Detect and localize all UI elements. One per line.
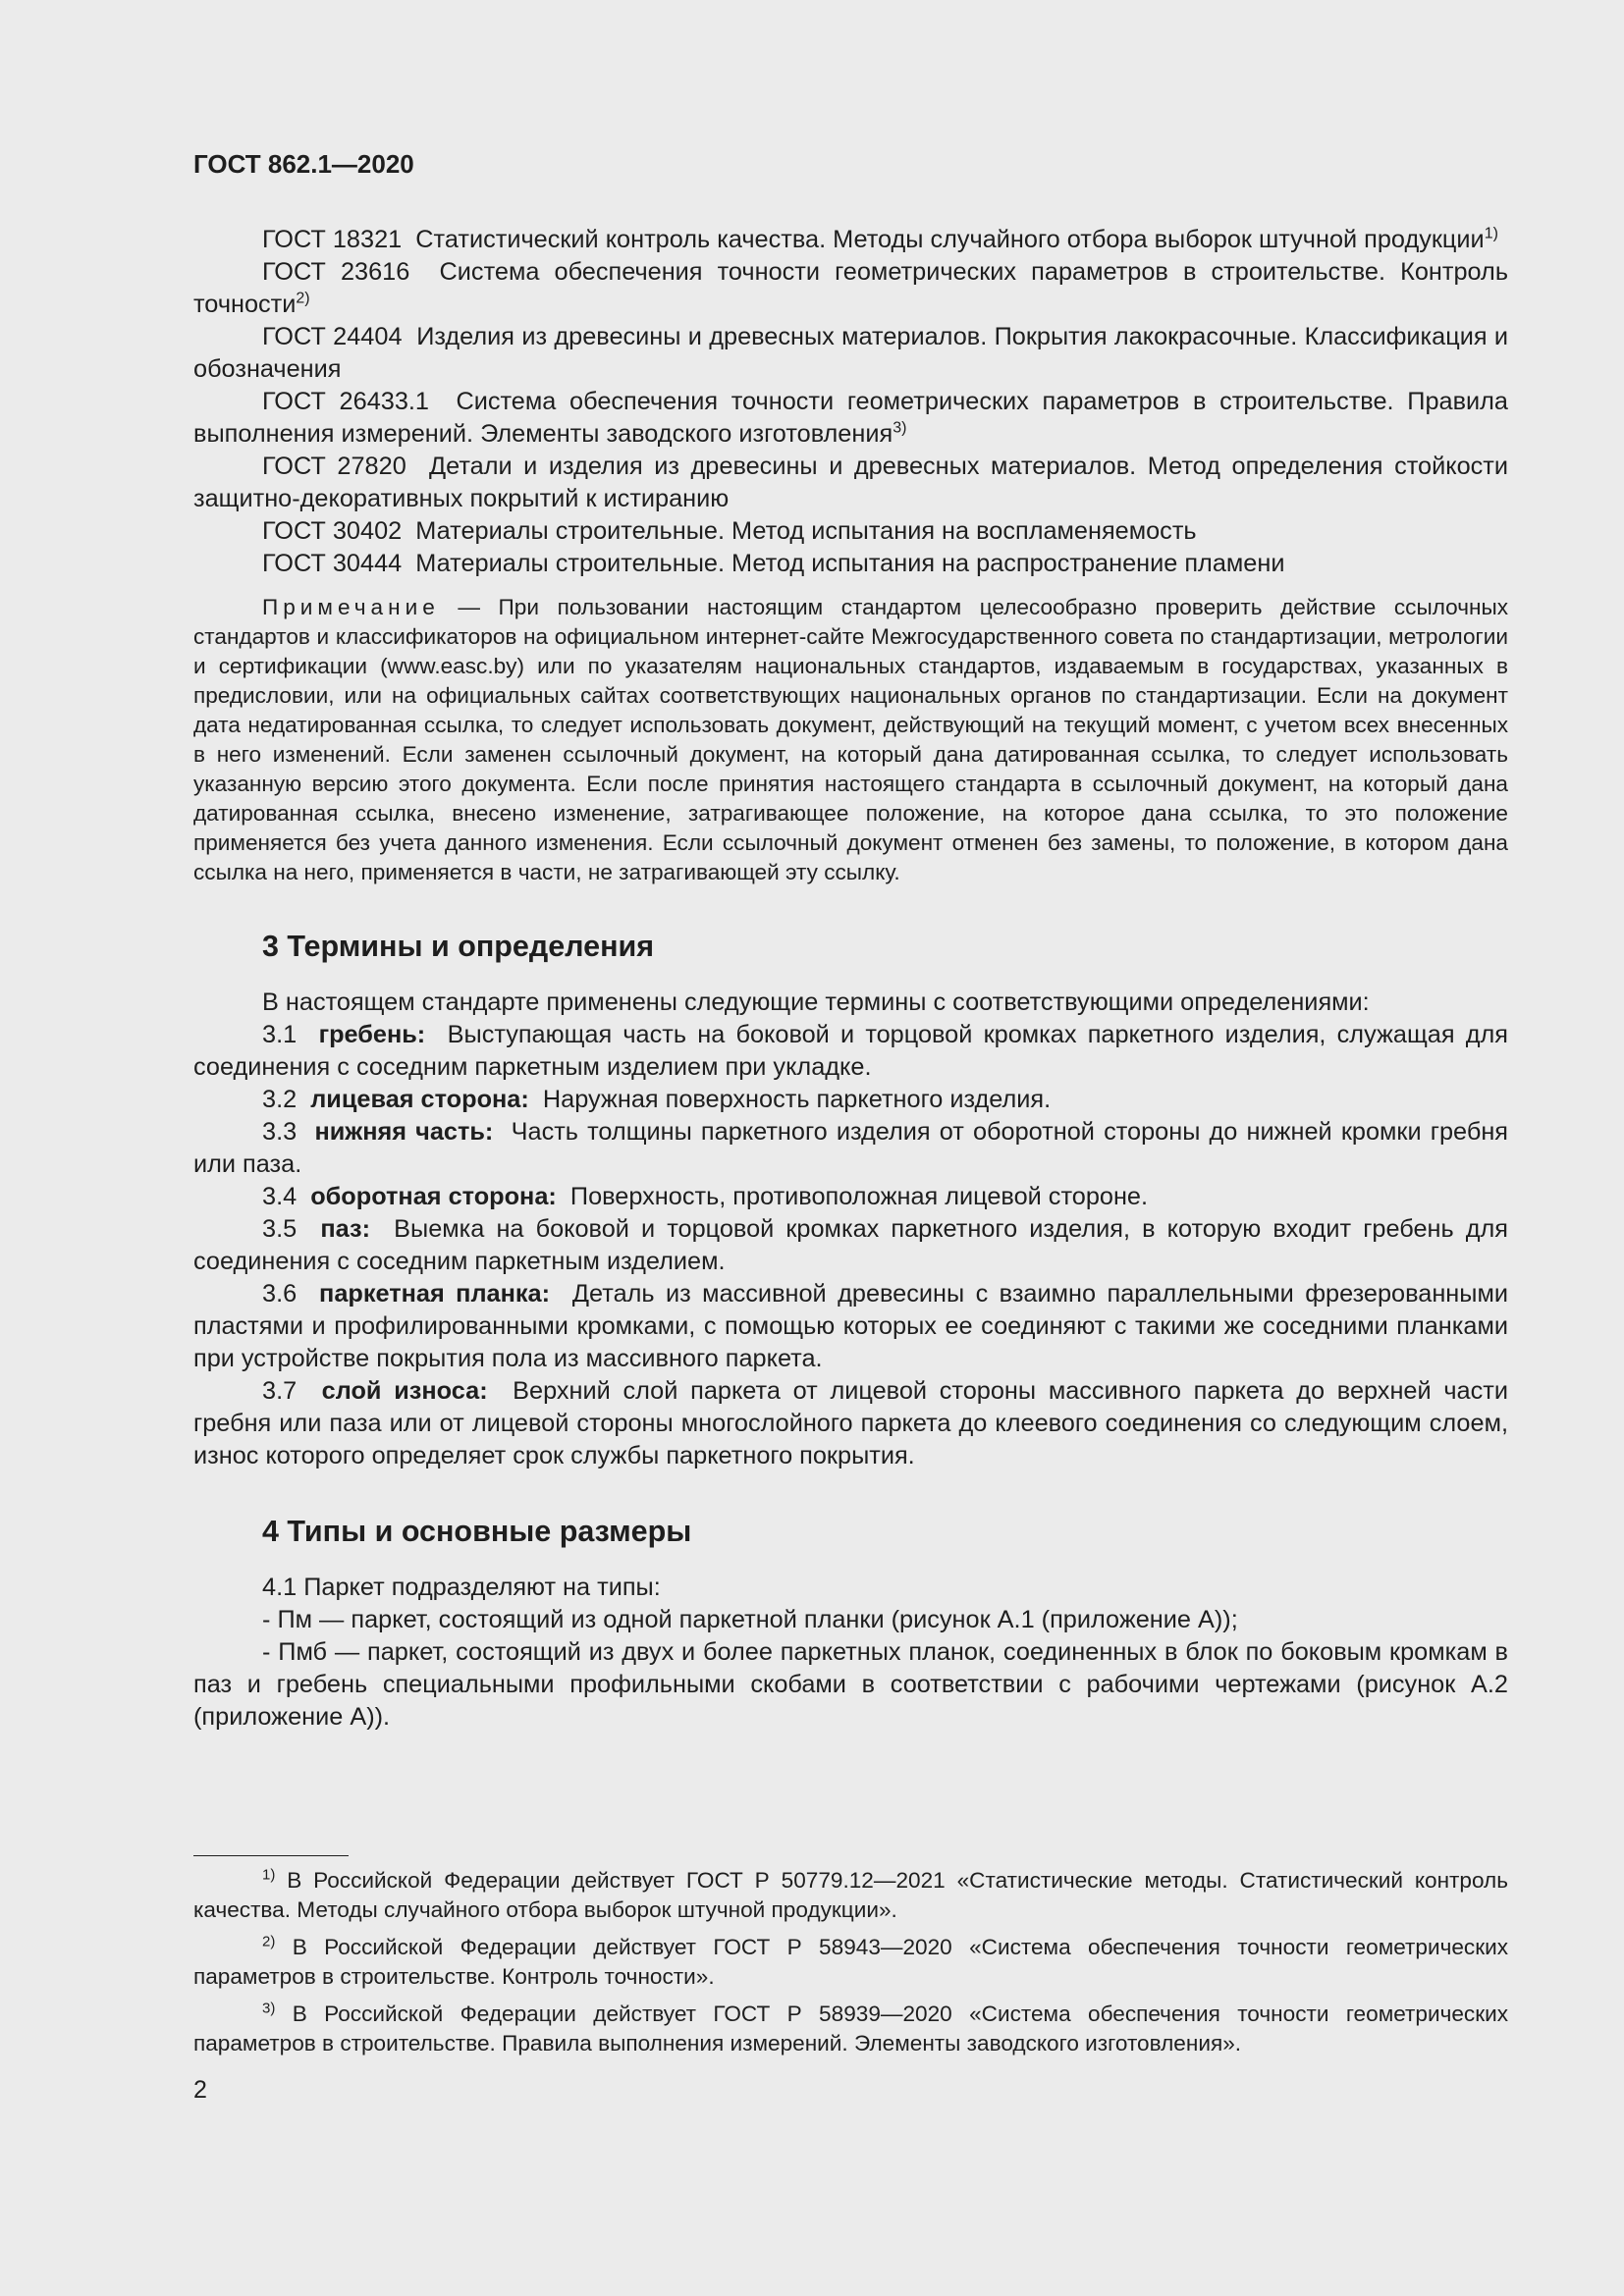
- reference-item: ГОСТ 30444 Материалы строительные. Метод испытания на распространение пламени: [262, 550, 1285, 577]
- note-paragraph: [193, 593, 1508, 887]
- term: слой износа:: [321, 1377, 488, 1405]
- footnote-mark: 2): [296, 290, 310, 307]
- footnote: $^{3)}$ В Российской Федерации действует ГОСТ Р 58939—2020 «Система обеспечения точности геометрических параметров в строительстве. Правила выполнения измерений. Элементы заводского изготовления».: [193, 2000, 1509, 2056]
- normative-references-list: [193, 224, 1508, 580]
- term: лицевая сторона:: [310, 1086, 529, 1113]
- reference-item: ГОСТ 27820 Детали и изделия из древесины и древесных материалов. Метод определения стойкости защитно-декоративных покрытий к истиранию: [193, 453, 1509, 512]
- term-definition: 3.7 слой износа: Верхний слой паркета от лицевой стороны массивного паркета до верхней части гребня или паза или от лицевой стороны многослойного паркета до клеевого соединения со следующим слоем, износ которого определяет срок службы паркетного покрытия.: [193, 1377, 1508, 1469]
- page-number: 2: [193, 2076, 207, 2104]
- footnote: $^{2)}$ В Российской Федерации действует ГОСТ Р 58943—2020 «Система обеспечения точности геометрических параметров в строительстве. Контроль точности».: [193, 1933, 1509, 1989]
- term: оборотная сторона:: [310, 1183, 557, 1210]
- term-definition: 3.1 гребень: Выступающая часть на боковой и торцовой кромках паркетного изделия, служащая для соединения с соседним паркетным изделием при укладке.: [193, 1021, 1508, 1081]
- footnote-mark: 1): [262, 1866, 276, 1884]
- term-definition: 3.6 паркетная планка: Деталь из массивной древесины с взаимно параллельными фрезерованными пластями и профилированными кромками, с помощью которых ее соединяют с такими же соседними планками при устройстве покрытия пола из массивного паркета.: [193, 1280, 1508, 1372]
- section-3-intro: В настоящем стандарте применены следующие термины с соответствующими определениями:: [262, 988, 1370, 1016]
- list-item: - Пм — паркет, состоящий из одной паркетной планки (рисунок А.1 (приложение А));: [262, 1606, 1238, 1633]
- footnote-divider: [193, 1855, 349, 1856]
- section-3-heading: 3 Термины и определения: [262, 930, 655, 963]
- footnote: $^{1)}$ В Российской Федерации действует ГОСТ Р 50779.12—2021 «Статистические методы. Статистический контроль качества. Методы случайного отбора выборок штучной продукции».: [193, 1866, 1508, 1922]
- term-definition: 3.5 паз: Выемка на боковой и торцовой кромках паркетного изделия, в которую входит гребень для соединения с соседним паркетным изделием.: [193, 1215, 1509, 1275]
- term-definition: 3.2 лицевая сторона: Наружная поверхность паркетного изделия.: [262, 1086, 1052, 1113]
- footnote-mark: 1): [1484, 225, 1498, 242]
- footnote-mark: 3): [893, 419, 907, 437]
- section-4-paragraph: 4.1 Паркет подразделяют на типы:: [262, 1574, 661, 1601]
- reference-item: ГОСТ 30402 Материалы строительные. Метод испытания на воспламеняемость: [262, 517, 1197, 545]
- page-body: [193, 224, 1508, 1734]
- term-definition: 3.3 нижняя часть: Часть толщины паркетного изделия от оборотной стороны до нижней кромки гребня или паза.: [193, 1118, 1508, 1178]
- footnote-mark: 3): [262, 2000, 276, 2017]
- note-text: — При пользовании настоящим стандартом целесообразно проверить действие ссылочных стандартов и классификаторов на официальном интернет-сайте Межгосударственного совета по стандартизации, метрологии и сертификации (www.easc.by) или по указателям национальных стандартов, издаваемым в государствах, указанных в предисловии, или на официальных сайтах соответствующих национальных органов по стандартизации. Если на документ дата недатированная ссылка, то следует использовать документ, действующий на текущий момент, с учетом всех внесенных в него изменений. Если заменен ссылочный документ, на который дана датированная ссылка, то следует использовать указанную версию этого документа. Если после принятия настоящего стандарта в ссылочный документ, на который дана датированная ссылка, внесено изменение, затрагивающее положение, на которое дана ссылка, то это положение применяется без учета данного изменения. Если ссылочный документ отменен без замены, то положение, в котором дана ссылка на него, применяется в части, не затрагивающей эту ссылку.: [193, 595, 1508, 884]
- term: паркетная планка:: [319, 1280, 551, 1308]
- footnotes: [193, 1855, 1508, 2066]
- note-label: Примечание: [262, 595, 440, 619]
- term: гребень:: [318, 1021, 426, 1048]
- list-item: - Пмб — паркет, состоящий из двух и более паркетных планок, соединенных в блок по боковым кромкам в паз и гребень специальными профильными скобами в соответствии с рабочими чертежами (рисунок А.2 (приложение А)).: [193, 1638, 1508, 1731]
- document-code-header: ГОСТ 862.1—2020: [193, 149, 414, 179]
- footnote-mark: 2): [262, 1933, 276, 1950]
- term: паз:: [320, 1215, 370, 1243]
- reference-item: ГОСТ 26433.1 Система обеспечения точности геометрических параметров в строительстве. Правила выполнения измерений. Элементы заводского изготовления$^{3)}$: [193, 388, 1508, 448]
- section-4-heading: 4 Типы и основные размеры: [262, 1515, 692, 1548]
- reference-item: ГОСТ 24404 Изделия из древесины и древесных материалов. Покрытия лакокрасочные. Классификация и обозначения: [193, 323, 1508, 383]
- reference-item: ГОСТ 18321 Статистический контроль качества. Методы случайного отбора выборок штучной продукции$^{1)}$: [262, 225, 1498, 253]
- reference-item: ГОСТ 23616 Система обеспечения точности геометрических параметров в строительстве. Контроль точности$^{2)}$: [193, 258, 1508, 318]
- term: нижняя часть:: [314, 1118, 494, 1146]
- term-definition: 3.4 оборотная сторона: Поверхность, противоположная лицевой стороне.: [262, 1183, 1149, 1210]
